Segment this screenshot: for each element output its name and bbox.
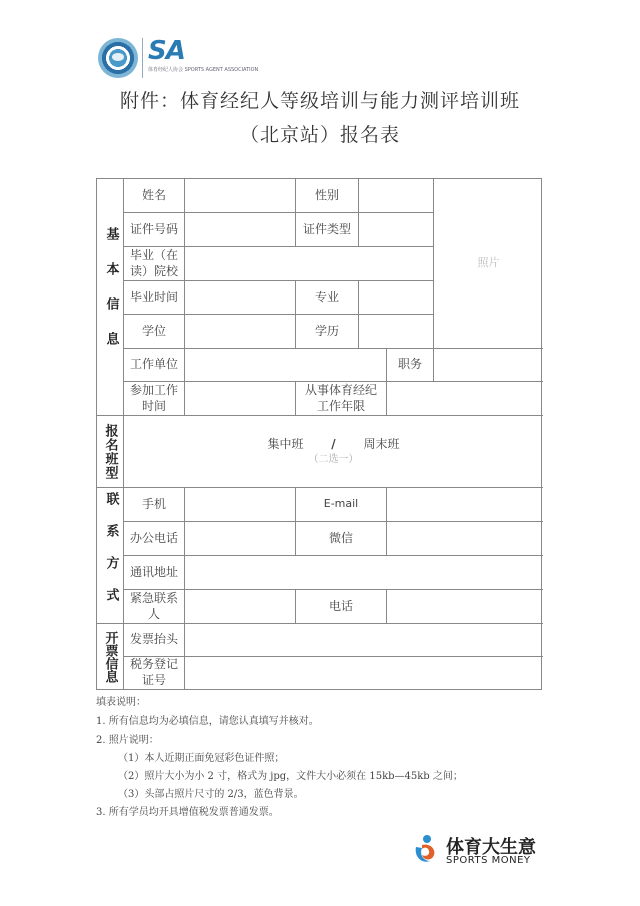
work-start-field[interactable] [185,382,296,416]
footer-brand-en: SPORTS MONEY [446,855,531,866]
address-field[interactable] [185,556,543,590]
label-agent-years: 从事体育经纪 工作年限 [296,382,387,416]
employer-field[interactable] [185,349,387,382]
id-number-field[interactable] [185,213,296,247]
note-item: 1. 所有信息均为必填信息，请您认真填写并核对。 [96,716,319,727]
label-wechat: 微信 [296,522,387,556]
label-emergency-phone: 电话 [296,590,387,624]
section-basic-info: 基本信息 [97,179,124,416]
note-item: 3. 所有学员均开具增值税发票普通发票。 [96,807,279,818]
label-gender: 性别 [296,179,359,213]
agent-years-field[interactable] [387,382,543,416]
logo-divider [142,38,143,78]
label-major: 专业 [296,281,359,315]
section-contact: 联系方式 [97,488,124,624]
education-field[interactable] [359,315,434,349]
label-email: E-mail [296,488,387,522]
id-type-field[interactable] [359,213,434,247]
office-phone-field[interactable] [185,522,296,556]
note-subitem: （1）本人近期正面免冠彩色证件照； [118,753,285,764]
sa-logo-mark: SA [148,36,185,66]
label-id-number: 证件号码 [124,213,185,247]
label-emergency-contact: 紧急联系 人 [124,590,185,624]
label-position: 职务 [387,349,434,382]
label-office-phone: 办公电话 [124,522,185,556]
label-tax-id: 税务登记 证号 [124,657,185,689]
emergency-contact-field[interactable] [185,590,296,624]
wechat-field[interactable] [387,522,543,556]
option-weekend-class[interactable]: 周末班 [363,437,400,452]
emergency-phone-field[interactable] [387,590,543,624]
note-subitem: （2）照片大小为小 2 寸，格式为 jpg，文件大小必须在 15kb—45kb 之间； [118,771,463,782]
gender-field[interactable] [359,179,434,213]
label-education: 学历 [296,315,359,349]
label-graduation-time: 毕业时间 [124,281,185,315]
graduation-time-field[interactable] [185,281,296,315]
section-class-type: 报名班型 [97,416,124,488]
tax-id-field[interactable] [185,657,543,689]
option-intensive-class[interactable]: 集中班 [267,437,304,452]
email-field[interactable] [387,488,543,522]
note-subitem: （3）头部占照片尺寸的 2/3，蓝色背景。 [118,789,304,800]
note-item: 2. 照片说明： [96,735,159,746]
major-field[interactable] [359,281,434,315]
option-separator: / [331,437,336,452]
page-title: 附件：体育经纪人等级培训与能力测评培训班 [119,90,520,112]
label-employer: 工作单位 [124,349,185,382]
label-school: 毕业（在 读）院校 [124,247,185,281]
sa-logo-subtitle: 体育经纪人协会 SPORTS AGENT ASSOCIATION [148,67,259,73]
name-field[interactable] [185,179,296,213]
footer-brand-cn: 体育大生意 [446,837,536,858]
invoice-title-field[interactable] [185,624,543,657]
label-degree: 学位 [124,315,185,349]
label-mobile: 手机 [124,488,185,522]
label-name: 姓名 [124,179,185,213]
registration-form-table [96,178,542,690]
school-field[interactable] [185,247,434,281]
class-type-choice [124,416,543,488]
photo-box[interactable]: 照片 [434,179,543,349]
choose-one-hint: （二选一） [308,453,359,465]
sports-money-logo-icon [412,833,438,865]
label-work-start: 参加工作 时间 [124,382,185,416]
notes-heading: 填表说明： [96,697,146,708]
position-field[interactable] [434,349,543,382]
degree-field[interactable] [185,315,296,349]
label-address: 通讯地址 [124,556,185,590]
section-invoice: 开票信息 [97,624,124,689]
label-invoice-title: 发票抬头 [124,624,185,657]
label-id-type: 证件类型 [296,213,359,247]
mobile-field[interactable] [185,488,296,522]
page-subtitle: （北京站）报名表 [239,124,400,146]
association-emblem-icon [98,38,138,78]
